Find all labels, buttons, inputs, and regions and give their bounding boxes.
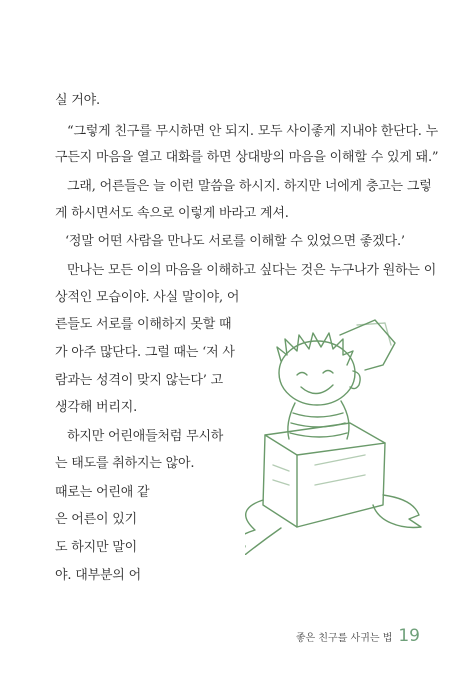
boy-in-gift-box-illustration [245,295,435,555]
text-line: 은 어른이 있기 [55,512,138,527]
text-line: 게 하시면서도 속으로 이렇게 바라고 계셔. [55,206,289,221]
text-line: 만나는 모든 이의 마음을 이해하고 싶다는 것은 누구나가 원하는 이 [67,263,437,278]
text-line: 하지만 어린애들처럼 무시하 [67,429,224,444]
page-number: 19 [398,626,420,646]
text-line: 상적인 모습이야. 사실 말이야, 어 [55,290,240,305]
running-title: 좋은 친구를 사귀는 법 [295,633,393,644]
text-line: 람과는 성격이 맞지 않는다’ 고 [55,373,223,388]
text-line: ‘정말 어떤 사람을 만나도 서로를 이해할 수 있었으면 좋겠다.’ [65,234,405,249]
text-line: 실 거야. [55,93,100,108]
text-line: 야. 대부분의 어 [55,568,141,583]
text-line: 생각해 버리지. [55,400,138,415]
text-line: 때로는 어린애 같 [55,485,150,500]
text-line: 가 아주 많단다. 그럴 때는 ‘저 사 [55,345,235,360]
text-line: “그렇게 친구를 무시하면 안 되지. 모두 사이좋게 지내야 한단다. 누 [67,124,439,139]
text-line: 는 태도를 취하지는 않아. [55,456,195,471]
text-line: 도 하지만 말이 [55,540,138,555]
text-line: 그래, 어른들은 늘 이런 말씀을 하시지. 하지만 너에게 충고는 그렇 [67,179,432,194]
page-footer [296,626,420,646]
text-line: 른들도 서로를 이해하지 못할 때 [55,317,232,332]
text-line: 구든지 마음을 열고 대화를 하면 상대방의 마음을 이해할 수 있게 돼.” [55,150,439,165]
